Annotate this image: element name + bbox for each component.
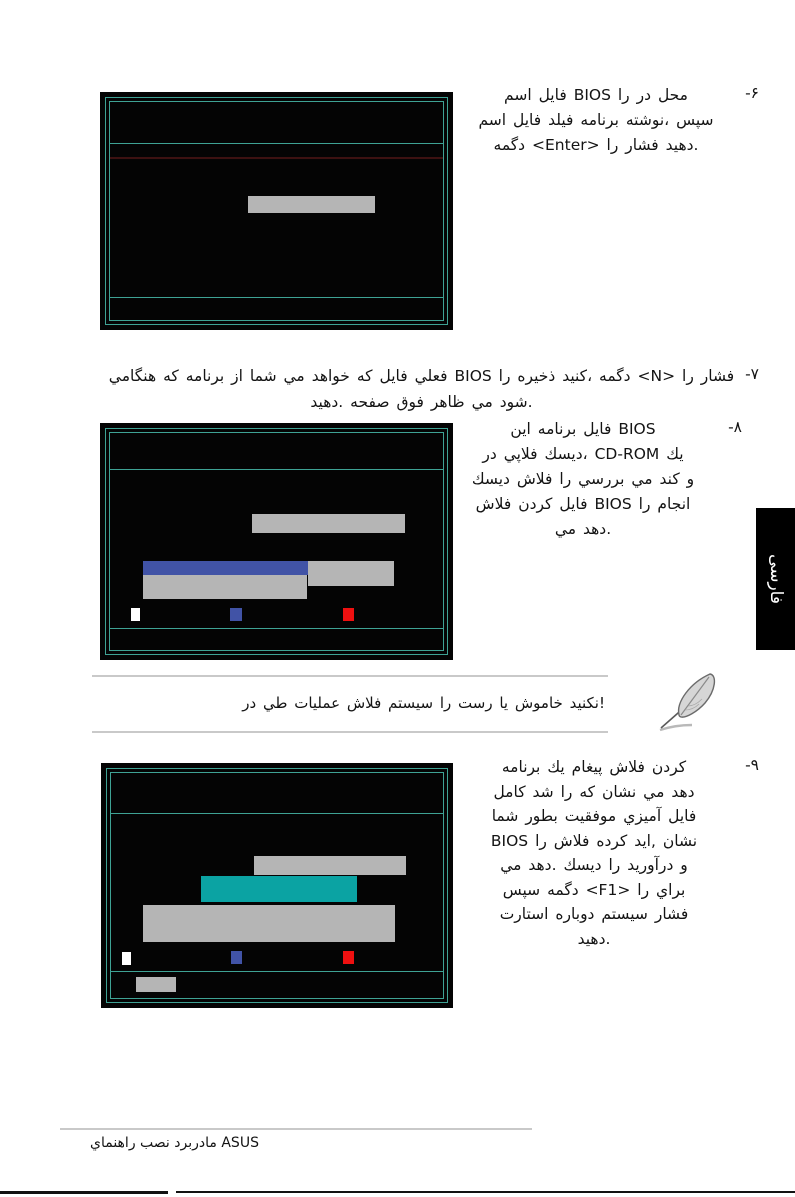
legend-swatch-red	[343, 608, 354, 621]
pen-shadow	[660, 725, 692, 730]
farsi-tab-label: فارسى	[765, 554, 786, 604]
quill-pen-icon	[650, 666, 730, 738]
step-7-number: -۷	[745, 365, 759, 383]
progress-label-block	[143, 575, 307, 599]
legend-swatch-red	[343, 951, 354, 964]
bios-screenshot-flash-complete	[101, 763, 453, 1008]
page-bottom-scan-edge	[176, 1191, 795, 1193]
step-6-text: اسم فايل BIOS را در محل اسم فايل فيلد برنامه نوشته، سپس دگمه <Enter> را فشار دهيد.	[478, 86, 714, 154]
progress-bar-fill	[143, 561, 308, 575]
step-9-number: -۹	[745, 756, 759, 774]
step-6-number: -۶	[745, 84, 759, 102]
legend-swatch-white	[131, 608, 140, 621]
bios-screenshot-filename-prompt	[100, 92, 453, 330]
legend-swatch-blue	[230, 608, 242, 621]
page-bottom-scan-edge	[0, 1191, 168, 1194]
legend-swatch-blue	[231, 951, 242, 964]
screenshot-header-divider	[111, 813, 443, 814]
note-divider-top	[92, 675, 608, 677]
screenshot-footer-divider	[110, 297, 443, 298]
progress-bar-complete	[201, 876, 357, 902]
status-text-block	[252, 514, 405, 533]
footer-page-label: راهنماي نصب مادربرد ASUS	[90, 1135, 259, 1151]
step-8-number: -۸	[728, 418, 742, 436]
note-text: در طي عمليات فلاش سيستم را رست يا خاموش نكنيد!	[242, 694, 605, 712]
prompt-text-block	[136, 977, 176, 992]
legend-swatch-white	[122, 952, 131, 965]
screenshot-header-divider	[110, 143, 443, 144]
step-9-text: برنامه يك پيغام فلاش كردن كامل شد را كه نشان مي دهد شما بطور موفقيت آميزي فايل BIOS را فلاش كرده ايد, نشان مي دهد. ديسك را درآوريد و سپس دگمه <F1> را براي استارت دوباره سيستم فشار دهيد.	[490, 758, 698, 948]
screenshot-inner-border	[109, 432, 444, 651]
footer-divider	[60, 1128, 532, 1130]
message-text-block	[143, 905, 395, 942]
title-underline	[110, 157, 443, 159]
filename-input-block	[248, 196, 375, 213]
progress-track-block	[308, 561, 394, 586]
status-text-block	[254, 856, 406, 875]
step-7-text: هنگامي كه برنامه از شما مي خواهد كه فايل فعلي BIOS را ذخيره كنيد، دگمه <N> را فشار دهيد. صفحه فوق ظاهر مي شود.	[108, 367, 735, 411]
step-8-text: اين برنامه فايل BIOS در فلاپي ديسك، CD-ROM يك ديسك فلاش را بررسي مي كند و فلاش كردن فايل BIOS را انجام مي دهد.	[471, 420, 695, 538]
screenshot-footer-divider	[110, 628, 443, 629]
note-divider-bottom	[92, 731, 608, 733]
bios-screenshot-flash-progress	[100, 423, 453, 660]
screenshot-header-divider	[110, 469, 443, 470]
farsi-language-side-tab	[756, 508, 795, 650]
screenshot-footer-divider	[111, 971, 443, 972]
